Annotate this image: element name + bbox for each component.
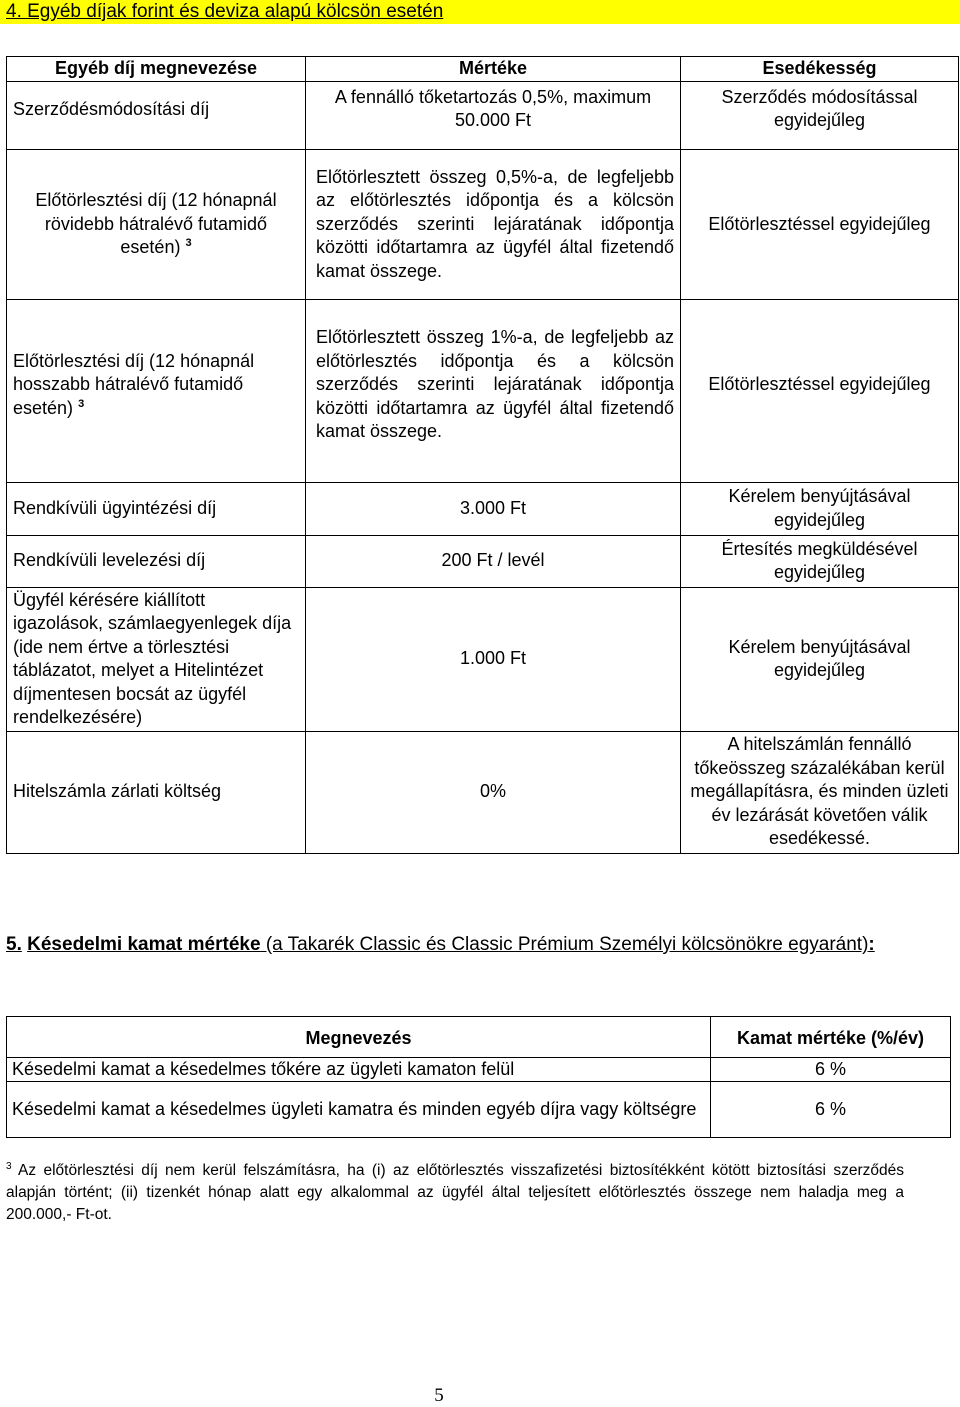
section-5-title bbox=[6, 933, 946, 956]
fee-name: Előtörlesztési díj (12 hónapnál rövidebb hátralévő futamidő esetén) bbox=[35, 190, 277, 258]
table-row bbox=[7, 1058, 951, 1082]
fee-name-cell bbox=[7, 150, 306, 300]
section-5-subtitle: (a Takarék Classic és Classic Prémium Személyi kölcsönökre egyaránt) bbox=[260, 934, 869, 955]
fee-amount: A fennálló tőketartozás 0,5%, maximum 50.000 Ft bbox=[306, 81, 681, 137]
fee-due: Előtörlesztéssel egyidejűleg bbox=[681, 300, 959, 470]
table-row bbox=[7, 300, 959, 470]
table-row bbox=[7, 731, 959, 853]
header-fee-name: Egyéb díj megnevezése bbox=[7, 57, 306, 82]
fee-name: Előtörlesztési díj (12 hónapnál hosszabb hátralévő futamidő esetén) bbox=[13, 350, 255, 418]
section-5-number: 5. bbox=[6, 934, 22, 955]
page-number: 5 bbox=[434, 1385, 444, 1406]
section-5-heading: Késedelmi kamat mértéke bbox=[27, 934, 261, 955]
header-rate: Kamat mértéke (%/év) bbox=[711, 1017, 951, 1058]
fee-amount: Előtörlesztett összeg 1%-a, de legfeljebb az előtörlesztés időpontja és a kölcsön szerződés szerinti lejáratának időpontja közötti időtartamra az ügyfél által fizetendő kamat összege. bbox=[306, 300, 681, 470]
fee-due: Előtörlesztéssel egyidejűleg bbox=[681, 150, 959, 300]
footnote-marker: 3 bbox=[6, 1160, 12, 1172]
fee-amount: 200 Ft / levél bbox=[306, 535, 681, 587]
footnote-text: Az előtörlesztési díj nem kerül felszámításra, ha (i) az előtörlesztés visszafizetési biztosítékként kötött biztosítási szerződés alapján történt; (ii) tizenkét hónap alatt egy alkalommal az ügyfél által teljesített előtörlesztés összege nem haladja meg a 200.000,- Ft-ot. bbox=[6, 1162, 904, 1223]
late-interest-rate: 6 % bbox=[711, 1058, 951, 1082]
fee-name: Szerződésmódosítási díj bbox=[7, 81, 306, 137]
footnote-marker: 3 bbox=[78, 397, 85, 410]
fee-amount: Előtörlesztett összeg 0,5%-a, de legfeljebb az előtörlesztés időpontja és a kölcsön szerződés szerinti lejáratának időpontja közötti időtartamra az ügyfél által fizetendő kamat összege. bbox=[306, 150, 681, 300]
fee-due: A hitelszámlán fennálló tőkeösszeg százalékában kerül megállapításra, és minden üzleti év lezárását követően válik esedékessé. bbox=[681, 731, 959, 853]
header-due: Esedékesség bbox=[681, 57, 959, 82]
header-name: Megnevezés bbox=[7, 1017, 711, 1058]
fee-name: Rendkívüli ügyintézési díj bbox=[7, 482, 306, 535]
fee-amount: 3.000 Ft bbox=[306, 482, 681, 535]
late-interest-name: Késedelmi kamat a késedelmes tőkére az ügyleti kamaton felül bbox=[7, 1058, 711, 1082]
fee-due: Szerződés módosítással egyidejűleg bbox=[681, 81, 959, 137]
section-5-colon: : bbox=[868, 934, 875, 955]
section-4-title: 4. Egyéb díjak forint és deviza alapú kölcsön esetén bbox=[0, 0, 960, 24]
other-fees-table bbox=[6, 56, 959, 854]
fee-due: Kérelem benyújtásával egyidejűleg bbox=[681, 482, 959, 535]
fee-name: Rendkívüli levelezési díj bbox=[7, 535, 306, 587]
table-row bbox=[7, 535, 959, 587]
table-row bbox=[7, 150, 959, 300]
footnote-marker: 3 bbox=[185, 237, 192, 250]
table-header-row bbox=[7, 57, 959, 82]
fee-due: Értesítés megküldésével egyidejűleg bbox=[681, 535, 959, 587]
table-row bbox=[7, 587, 959, 731]
late-interest-rate: 6 % bbox=[711, 1082, 951, 1138]
fee-amount: 0% bbox=[306, 731, 681, 853]
late-interest-table bbox=[6, 1016, 951, 1138]
table-header-row bbox=[7, 1017, 951, 1058]
footnote bbox=[6, 1160, 904, 1226]
table-row bbox=[7, 482, 959, 535]
fee-name-cell bbox=[7, 300, 306, 470]
table-row bbox=[7, 81, 959, 137]
late-interest-name: Késedelmi kamat a késedelmes ügyleti kamatra és minden egyéb díjra vagy költségre bbox=[7, 1082, 711, 1138]
fee-name: Hitelszámla zárlati költség bbox=[7, 731, 306, 853]
fee-name: Ügyfél kérésére kiállított igazolások, számlaegyenlegek díja (ide nem értve a törlesztési táblázatot, melyet a Hitelintézet díjmentesen bocsát az ügyfél rendelkezésére) bbox=[7, 587, 306, 731]
fee-amount: 1.000 Ft bbox=[306, 587, 681, 731]
header-amount: Mértéke bbox=[306, 57, 681, 82]
table-row bbox=[7, 1082, 951, 1138]
fee-due: Kérelem benyújtásával egyidejűleg bbox=[681, 587, 959, 731]
